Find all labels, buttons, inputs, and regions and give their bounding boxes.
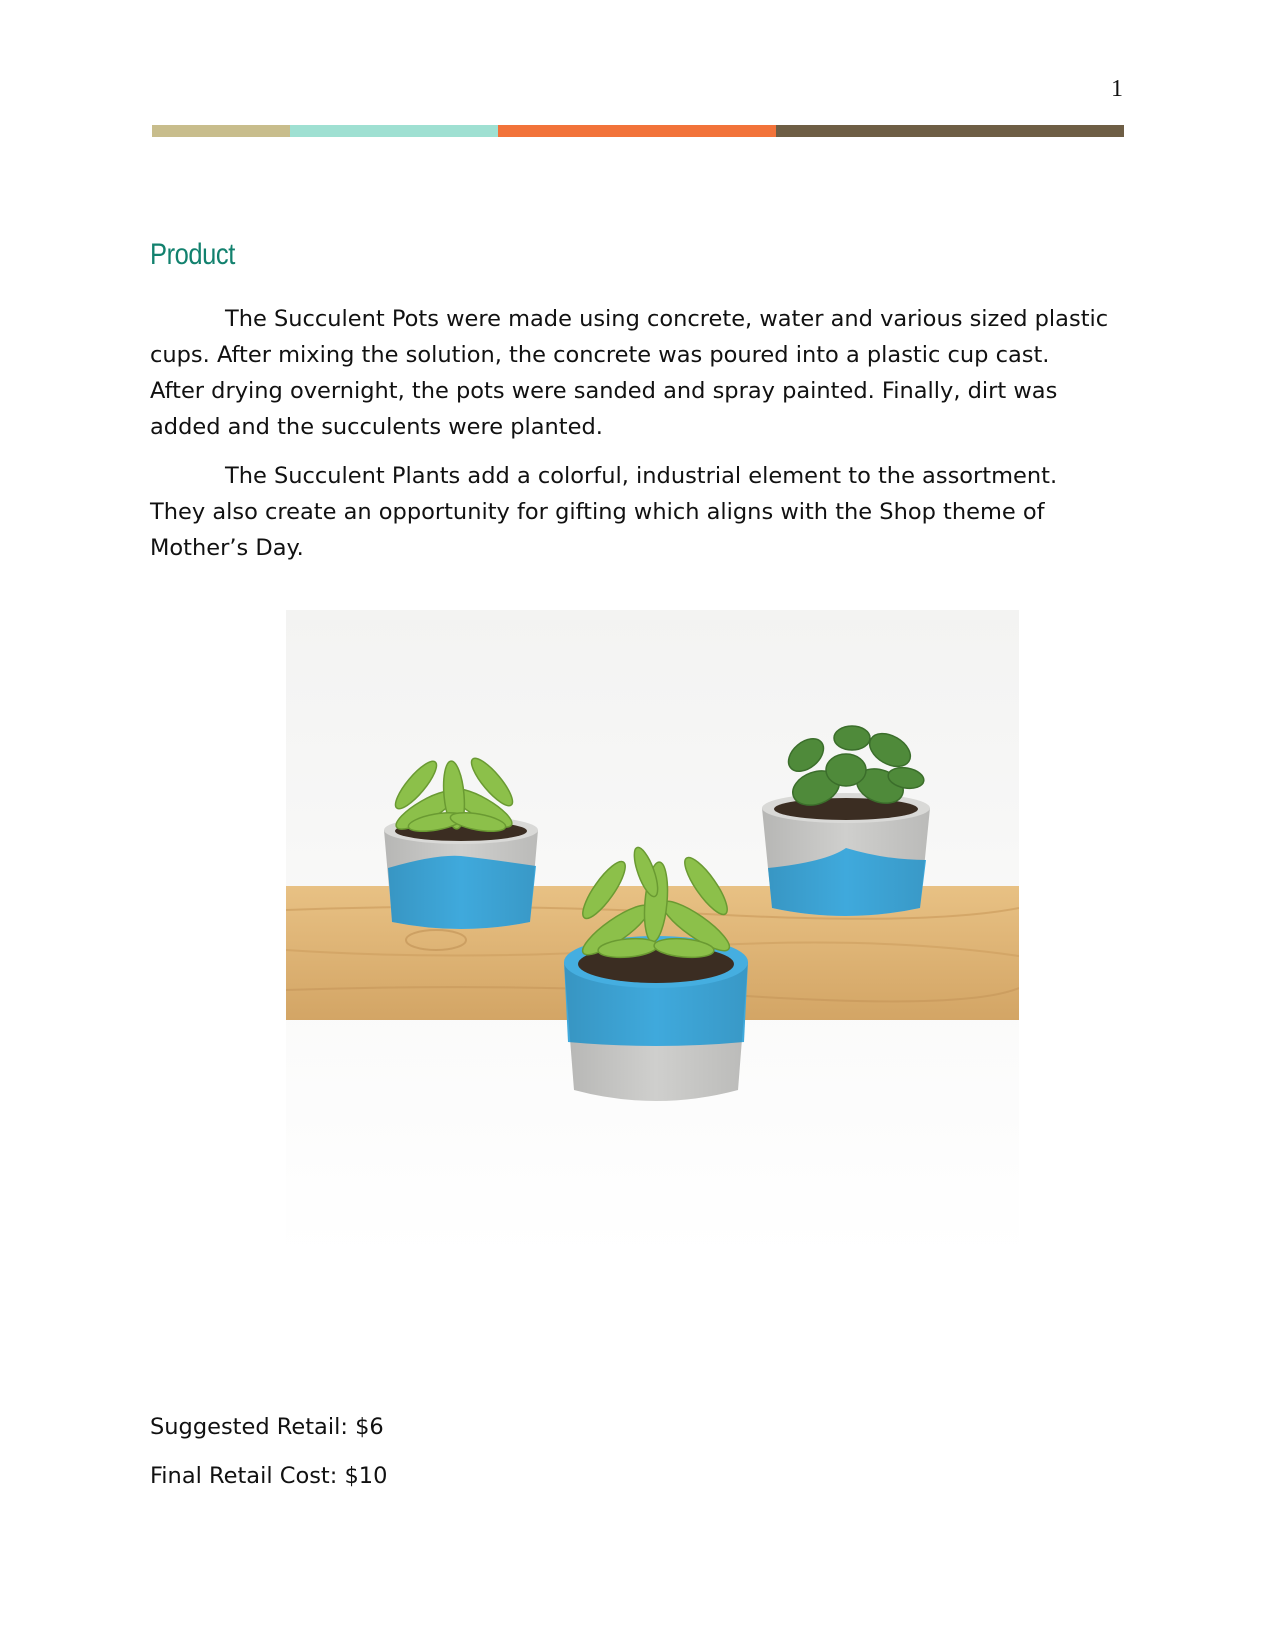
paragraph-text: The Succulent Pots were made using concrete, water and various sized plastic cups. After mixing the solution, the concrete was poured into a plastic cup cast. After drying overnight, the pots were sanded and spray painted. Finally, dirt was added and the succulents were planted. — [150, 306, 1109, 440]
suggested-retail-price: Suggested Retail: $6 — [150, 1414, 384, 1440]
product-description-paragraph-1 — [150, 301, 1110, 445]
color-bar-segment-tan — [152, 125, 290, 137]
color-bar-segment-brown — [776, 125, 1124, 137]
color-bar-segment-mint — [290, 125, 498, 137]
color-bar-segment-orange — [498, 125, 776, 137]
paragraph-text: The Succulent Plants add a colorful, industrial element to the assortment. They also create an opportunity for gifting which aligns with the Shop theme of Mother’s Day. — [150, 463, 1058, 561]
page-number: 1 — [1111, 76, 1123, 102]
final-retail-cost: Final Retail Cost: $10 — [150, 1463, 388, 1489]
product-description-paragraph-2 — [150, 458, 1110, 566]
succulent-pots-photo — [286, 610, 1019, 1258]
header-color-bar — [152, 125, 1124, 137]
section-heading: Product — [150, 238, 235, 271]
